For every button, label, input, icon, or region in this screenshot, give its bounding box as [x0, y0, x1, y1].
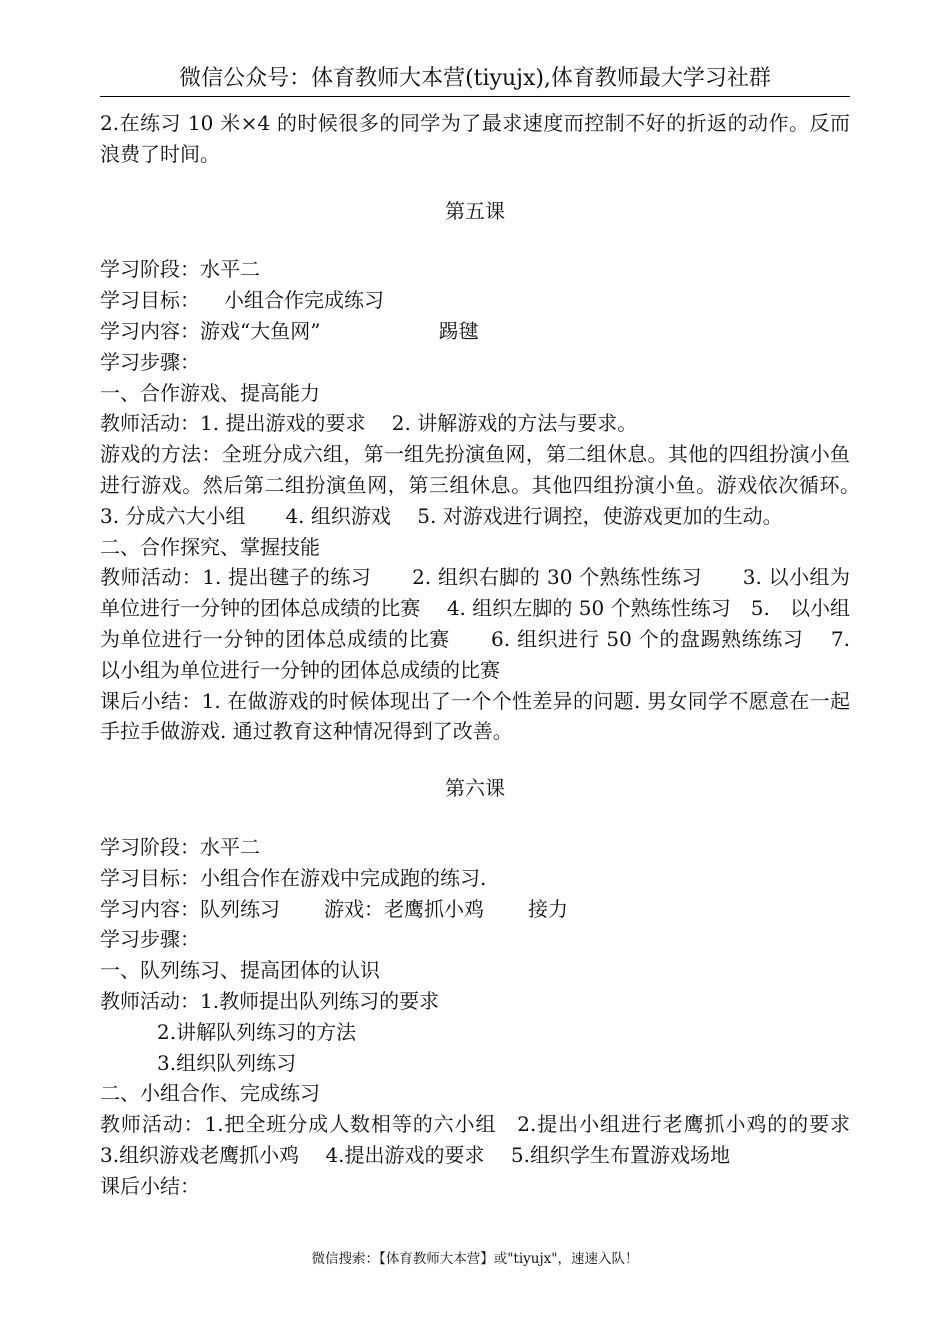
- lesson6-content-game: 游戏：老鹰抓小鸡: [324, 896, 484, 921]
- lesson5-goal-line: [100, 285, 850, 316]
- lesson6-stage: 学习阶段：水平二: [100, 834, 260, 859]
- lesson5-summary: 课后小结：1. 在做游戏的时候体现出了一个个性差异的问题. 男女同学不愿意在一起手拉手做游戏. 通过教育这种情况得到了改善。: [100, 688, 850, 744]
- page-footer: 微信搜索：【体育教师大本营】或"tiyujx"，速速入队！: [311, 1251, 639, 1267]
- lesson6-teacher1-line3: 3.组织队列练习: [157, 1050, 297, 1075]
- intro-paragraph: 2.在练习 10 米×4 的时候很多的同学为了最求速度而控制不好的折返的动作。反而浪费了时间。: [100, 111, 850, 166]
- lesson5-title: 第五课: [445, 198, 505, 223]
- lesson6-content-line: [100, 894, 850, 925]
- lesson5-goal: 小组合作完成练习: [224, 288, 384, 313]
- lesson6-part1: 一、队列练习、提高团体的认识: [100, 958, 380, 983]
- lesson6-summary: 课后小结：: [100, 1173, 200, 1198]
- lesson6-content-label: 学习内容：队列练习: [100, 896, 280, 921]
- lesson5-steps: 学习步骤：: [100, 349, 200, 374]
- lesson5-stage: 学习阶段：水平二: [100, 257, 260, 282]
- lesson5-goal-label: 学习目标：: [100, 288, 200, 313]
- lesson5-content-extra: 踢毽: [438, 318, 479, 343]
- lesson5-teacher2: 教师活动：1. 提出毽子的练习 2. 组织右脚的 30 个熟练性练习 3. 以小组为单位进行一分钟的团体总成绩的比赛 4. 组织左脚的 50 个熟练性练习 5. 以小组为单位进行一分钟的团体总成绩的比赛 6. 组织进行 50 个的盘踢熟练练习 7. 以小组为单位进行一分钟的团体总成绩的比赛: [100, 565, 870, 682]
- lesson6-teacher2: 教师活动：1.把全班分成人数相等的六小组 2.提出小组进行老鹰抓小鸡的的要求 3.组织游戏老鹰抓小鸡 4.提出游戏的要求 5.组织学生布置游戏场地: [100, 1112, 890, 1167]
- lesson6-part2: 二、小组合作、完成练习: [100, 1081, 320, 1106]
- lesson6-title: 第六课: [445, 776, 505, 801]
- document-body: [100, 108, 890, 1202]
- lesson6-steps: 学习步骤：: [100, 927, 200, 952]
- lesson5-method: 游戏的方法：全班分成六组，第一组先扮演鱼网，第二组休息。其他的四组扮演小鱼进行游戏。然后第二组扮演鱼网，第三组休息。其他四组扮演小鱼。游戏依次循环。 3. 分成六大小组 4. 组织游戏 5. 对游戏进行调控，使游戏更加的生动。: [100, 442, 890, 528]
- lesson5-part1: 一、合作游戏、提高能力: [100, 380, 320, 405]
- lesson5-content-line: [100, 316, 850, 347]
- lesson6-teacher1-line1: 教师活动：1.教师提出队列练习的要求: [100, 988, 440, 1013]
- lesson5-content-label: 学习内容：游戏“大鱼网”: [100, 318, 321, 343]
- lesson6-content-relay: 接力: [528, 896, 568, 921]
- lesson6-teacher1-line2: 2.讲解队列练习的方法: [157, 1019, 357, 1044]
- page-header: 微信公众号：体育教师大本营(tiyujx),体育教师最大学习社群: [100, 62, 850, 97]
- lesson5-part2: 二、合作探究、掌握技能: [100, 534, 320, 559]
- lesson5-teacher1: 教师活动：1. 提出游戏的要求 2. 讲解游戏的方法与要求。: [100, 411, 638, 436]
- lesson6-goal: 学习目标：小组合作在游戏中完成跑的练习.: [100, 865, 487, 890]
